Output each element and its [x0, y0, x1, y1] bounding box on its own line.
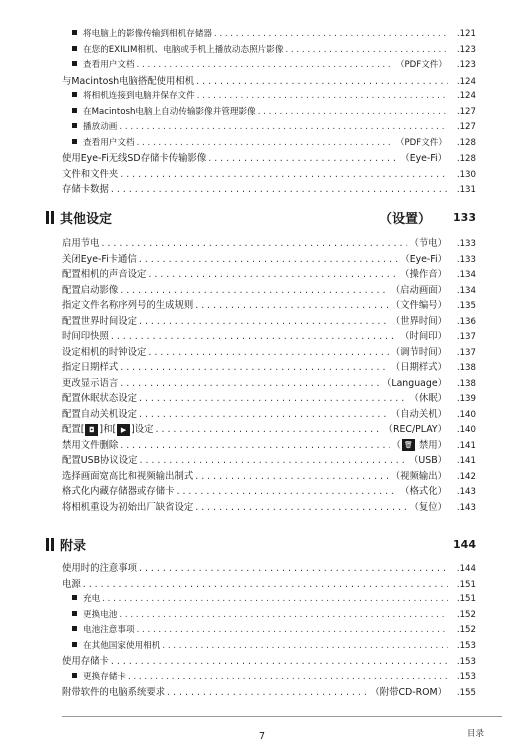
toc-entry[interactable] — [62, 438, 476, 453]
entry-ref: （节电） — [409, 238, 447, 249]
entry-label: 查看用户文档 — [83, 60, 135, 70]
dot-leader — [120, 376, 380, 391]
dot-leader — [156, 422, 382, 437]
entry-page: .139 — [456, 394, 476, 404]
entry-label: 电池注意事项 — [83, 625, 135, 635]
toc-entry[interactable] — [62, 577, 476, 592]
entry-page: .127 — [456, 106, 476, 117]
entry-page: .140 — [456, 425, 476, 435]
camera-icon: ◘ — [85, 424, 98, 436]
entry-page: .133 — [456, 239, 476, 249]
entry-ref: （Eye-Fi） — [400, 153, 447, 164]
toc-entry[interactable] — [62, 267, 476, 282]
dot-leader — [148, 267, 398, 282]
dot-leader — [111, 182, 448, 197]
entry-page: .144 — [456, 564, 476, 574]
entry-ref: （自动关机） — [390, 408, 447, 420]
section-title: 其他设定 — [60, 211, 113, 227]
toc-entry[interactable] — [72, 105, 476, 120]
entry-label — [62, 422, 154, 437]
entry-label: 更换存储卡 — [83, 671, 126, 682]
entry-label: 关闭Eye-Fi卡通信 — [62, 253, 137, 265]
entry-page: .141 — [456, 456, 476, 466]
dot-leader — [111, 654, 448, 669]
entry-label: 与Macintosh电脑搭配使用相机 — [62, 75, 195, 87]
entry-label: 使用时的注意事项 — [62, 563, 138, 574]
dot-leader — [120, 360, 388, 375]
entry-label: 格式化内藏存储器或存储卡 — [62, 486, 175, 497]
toc-entry[interactable] — [62, 283, 476, 298]
dot-leader — [120, 438, 389, 453]
entry-page: .123 — [456, 60, 476, 70]
entry-label: 配置休眠状态设定 — [62, 393, 138, 404]
dot-leader — [285, 43, 448, 58]
toc-entry[interactable] — [72, 43, 476, 58]
label-part: 配置[ — [62, 424, 85, 435]
dot-leader — [197, 89, 448, 104]
ref-part: （ — [391, 439, 401, 451]
entry-ref: （Eye-Fi） — [400, 253, 447, 265]
toc-entry[interactable] — [62, 151, 476, 166]
entry-label: 存储卡数据 — [62, 184, 109, 195]
bullet-icon — [72, 626, 77, 631]
entry-page: .143 — [456, 502, 476, 513]
toc-entry[interactable] — [62, 345, 476, 360]
toc-entry[interactable] — [72, 120, 476, 135]
toc-entry[interactable] — [62, 391, 476, 406]
entry-page: .130 — [456, 169, 476, 180]
entry-ref: （文件编号） — [390, 300, 447, 311]
dot-leader — [258, 105, 448, 120]
entry-label: 使用存储卡 — [62, 656, 109, 667]
toc-entry[interactable] — [72, 89, 476, 104]
toc-entry[interactable] — [72, 639, 476, 654]
dot-leader — [120, 167, 448, 182]
entry-ref: （附带CD-ROM） — [370, 687, 447, 698]
entry-label: 配置相机的声音设定 — [62, 269, 147, 280]
entry-page: .151 — [456, 579, 476, 590]
entry-label: 指定文件名称序列号的生成规则 — [62, 300, 194, 311]
entry-page: .124 — [456, 76, 476, 87]
entry-page: .127 — [456, 122, 476, 132]
toc-entry[interactable] — [62, 182, 476, 197]
bullet-icon — [72, 61, 77, 66]
dot-leader — [162, 639, 448, 654]
entry-ref — [392, 438, 448, 453]
toc-entry[interactable] — [62, 654, 476, 669]
entry-label: 将相机连接到电脑并保存文件 — [83, 91, 195, 101]
heading-bar-icon — [46, 538, 49, 551]
entry-page: .152 — [456, 625, 476, 635]
entry-label: 文件和文件夹 — [62, 168, 119, 180]
dot-leader — [139, 407, 389, 422]
dot-leader — [111, 329, 398, 344]
entry-ref: （PDF文件） — [395, 60, 447, 70]
entry-page: .142 — [456, 471, 476, 482]
toc-entry[interactable] — [62, 298, 476, 313]
entry-page: .134 — [456, 285, 476, 296]
bullet-icon — [72, 123, 77, 128]
entry-page: .153 — [456, 640, 476, 651]
dot-leader — [139, 561, 448, 576]
entry-label: 时间印快照 — [62, 331, 109, 342]
entry-ref: （格式化） — [400, 486, 447, 497]
entry-label: 播放动画 — [83, 122, 118, 132]
footer-label: 目录 — [467, 729, 485, 739]
bullet-icon — [72, 46, 77, 51]
entry-page: .155 — [456, 688, 476, 698]
dot-leader — [120, 283, 388, 298]
toc-entry[interactable] — [62, 329, 476, 344]
entry-ref: （调节时间） — [390, 346, 447, 358]
entry-page: .133 — [456, 254, 476, 265]
entry-label: 配置启动影像 — [62, 284, 119, 296]
dot-leader — [139, 252, 399, 267]
toc-entry[interactable] — [62, 500, 476, 515]
entry-ref: （时间印） — [400, 331, 447, 342]
entry-page: .128 — [456, 137, 476, 148]
heading-bar-icon — [51, 211, 54, 224]
bullet-icon — [72, 108, 77, 113]
bullet-icon — [72, 611, 77, 616]
dot-leader — [83, 577, 448, 592]
entry-label: 指定日期样式 — [62, 362, 119, 373]
bullet-icon — [72, 642, 77, 647]
section-title: 附录 — [60, 538, 87, 554]
entry-label: 禁用文件删除 — [62, 439, 119, 451]
bullet-icon — [72, 673, 77, 678]
dot-leader — [148, 345, 388, 360]
entry-page: .128 — [456, 154, 476, 164]
toc-entry[interactable] — [72, 623, 476, 638]
heading-bar-icon — [51, 538, 54, 551]
toc-entry[interactable] — [72, 27, 476, 42]
entry-label: 将相机重设为初始出厂缺省设定 — [62, 501, 194, 513]
toc-entry[interactable] — [72, 670, 476, 685]
dot-leader — [102, 236, 408, 251]
entry-ref: （世界时间） — [390, 315, 447, 327]
trash-icon: 🗑 — [402, 439, 415, 451]
dot-leader — [177, 484, 399, 499]
entry-ref: （操作音） — [400, 269, 447, 280]
entry-label: 设定相机的时钟设定 — [62, 346, 147, 358]
entry-page: .140 — [456, 409, 476, 420]
toc-entry[interactable] — [62, 314, 476, 329]
dot-leader — [139, 391, 407, 406]
entry-page: .151 — [456, 594, 476, 604]
entry-label: 配置USB协议设定 — [62, 455, 138, 466]
entry-ref: （Language） — [381, 377, 447, 389]
toc-entry[interactable] — [62, 685, 476, 700]
ref-part: 禁用） — [415, 439, 447, 451]
toc-entry[interactable] — [72, 608, 476, 623]
toc-entry[interactable] — [72, 136, 476, 151]
toc-entry[interactable] — [62, 407, 476, 422]
dot-leader — [208, 151, 398, 166]
entry-page: .136 — [456, 316, 476, 327]
entry-page: .152 — [456, 609, 476, 620]
toc-entry[interactable] — [62, 252, 476, 267]
bullet-icon — [72, 30, 77, 35]
entry-ref: （视频输出） — [390, 470, 447, 482]
entry-page: .137 — [456, 332, 476, 342]
entry-label: 使用Eye-Fi无线SD存储卡传输影像 — [62, 153, 207, 164]
toc-entry[interactable] — [62, 469, 476, 484]
section-page: 144 — [453, 537, 476, 551]
entry-label: 配置自动关机设定 — [62, 408, 138, 420]
section-heading-appendix — [46, 534, 476, 554]
dot-leader — [195, 298, 388, 313]
entry-label: 充电 — [83, 594, 101, 604]
entry-ref: （启动画面） — [390, 284, 447, 296]
entry-page: .138 — [456, 363, 476, 373]
entry-page: .141 — [456, 440, 476, 451]
toc-entry[interactable] — [62, 376, 476, 391]
bullet-icon — [72, 92, 77, 97]
section-page: 133 — [453, 210, 476, 224]
bullet-icon — [72, 139, 77, 144]
toc-entry[interactable] — [62, 167, 476, 182]
dot-leader — [102, 592, 448, 607]
dot-leader — [196, 74, 448, 89]
toc-entry[interactable] — [62, 236, 476, 251]
entry-label: 更换电池 — [83, 609, 118, 620]
play-icon: ▶ — [117, 424, 130, 436]
dot-leader — [195, 500, 407, 515]
entry-label: 将电脑上的影像传输到相机存储器 — [83, 29, 212, 39]
dot-leader — [137, 623, 448, 638]
entry-page: .153 — [456, 657, 476, 667]
dot-leader — [140, 453, 408, 468]
label-part: ]和[ — [99, 424, 117, 435]
dot-leader — [119, 120, 448, 135]
entry-page: .123 — [456, 44, 476, 55]
entry-ref: （REC/PLAY） — [383, 424, 447, 435]
dot-leader — [214, 27, 448, 42]
entry-page: .153 — [456, 671, 476, 682]
entry-ref: （复位） — [409, 501, 447, 513]
entry-page: .143 — [456, 487, 476, 497]
entry-ref: （休眠） — [409, 393, 447, 404]
dot-leader — [137, 136, 394, 151]
toc-entry[interactable] — [62, 74, 476, 89]
entry-page: .121 — [456, 29, 476, 39]
page-number: 7 — [259, 731, 266, 742]
entry-page: .131 — [456, 185, 476, 195]
section-heading-other-settings — [46, 207, 476, 227]
heading-bar-icon — [46, 211, 49, 224]
dot-leader — [195, 469, 388, 484]
toc-entry[interactable] — [62, 561, 476, 576]
footer-divider — [62, 716, 502, 717]
entry-label: 附带软件的电脑系统要求 — [62, 687, 166, 698]
entry-label: 电源 — [62, 578, 81, 590]
entry-ref: （日期样式） — [390, 362, 447, 373]
entry-ref: （PDF文件） — [395, 137, 447, 148]
dot-leader — [128, 670, 448, 685]
entry-label: 选择画面宽高比和视频输出制式 — [62, 470, 194, 482]
entry-label: 启用节电 — [62, 238, 100, 249]
toc-entry[interactable] — [72, 592, 476, 607]
toc-entry[interactable] — [62, 422, 476, 437]
dot-leader — [139, 314, 389, 329]
entry-page: .134 — [456, 270, 476, 280]
entry-page: .135 — [456, 301, 476, 311]
dot-leader — [119, 608, 448, 623]
entry-page: .138 — [456, 378, 476, 389]
bullet-icon — [72, 595, 77, 600]
label-part: ]设定 — [131, 424, 154, 435]
entry-ref: （USB） — [409, 455, 447, 466]
entry-label: 在其他国家使用相机 — [83, 640, 161, 651]
entry-label: 配置世界时间设定 — [62, 315, 138, 327]
dot-leader — [167, 685, 368, 700]
entry-page: .137 — [456, 347, 476, 358]
toc-entry[interactable] — [72, 58, 476, 73]
entry-label: 查看用户文档 — [83, 137, 135, 148]
entry-label: 在您的EXILIM相机、电脑或手机上播放动态照片影像 — [83, 44, 284, 55]
toc-entry[interactable] — [62, 453, 476, 468]
entry-label: 更改显示语言 — [62, 377, 119, 389]
dot-leader — [137, 58, 394, 73]
toc-entry[interactable] — [62, 484, 476, 499]
toc-entry[interactable] — [62, 360, 476, 375]
section-ref: （设置） — [379, 211, 432, 227]
entry-label: 在Macintosh电脑上自动传输影像并管理影像 — [83, 106, 256, 117]
entry-page: .124 — [456, 91, 476, 101]
